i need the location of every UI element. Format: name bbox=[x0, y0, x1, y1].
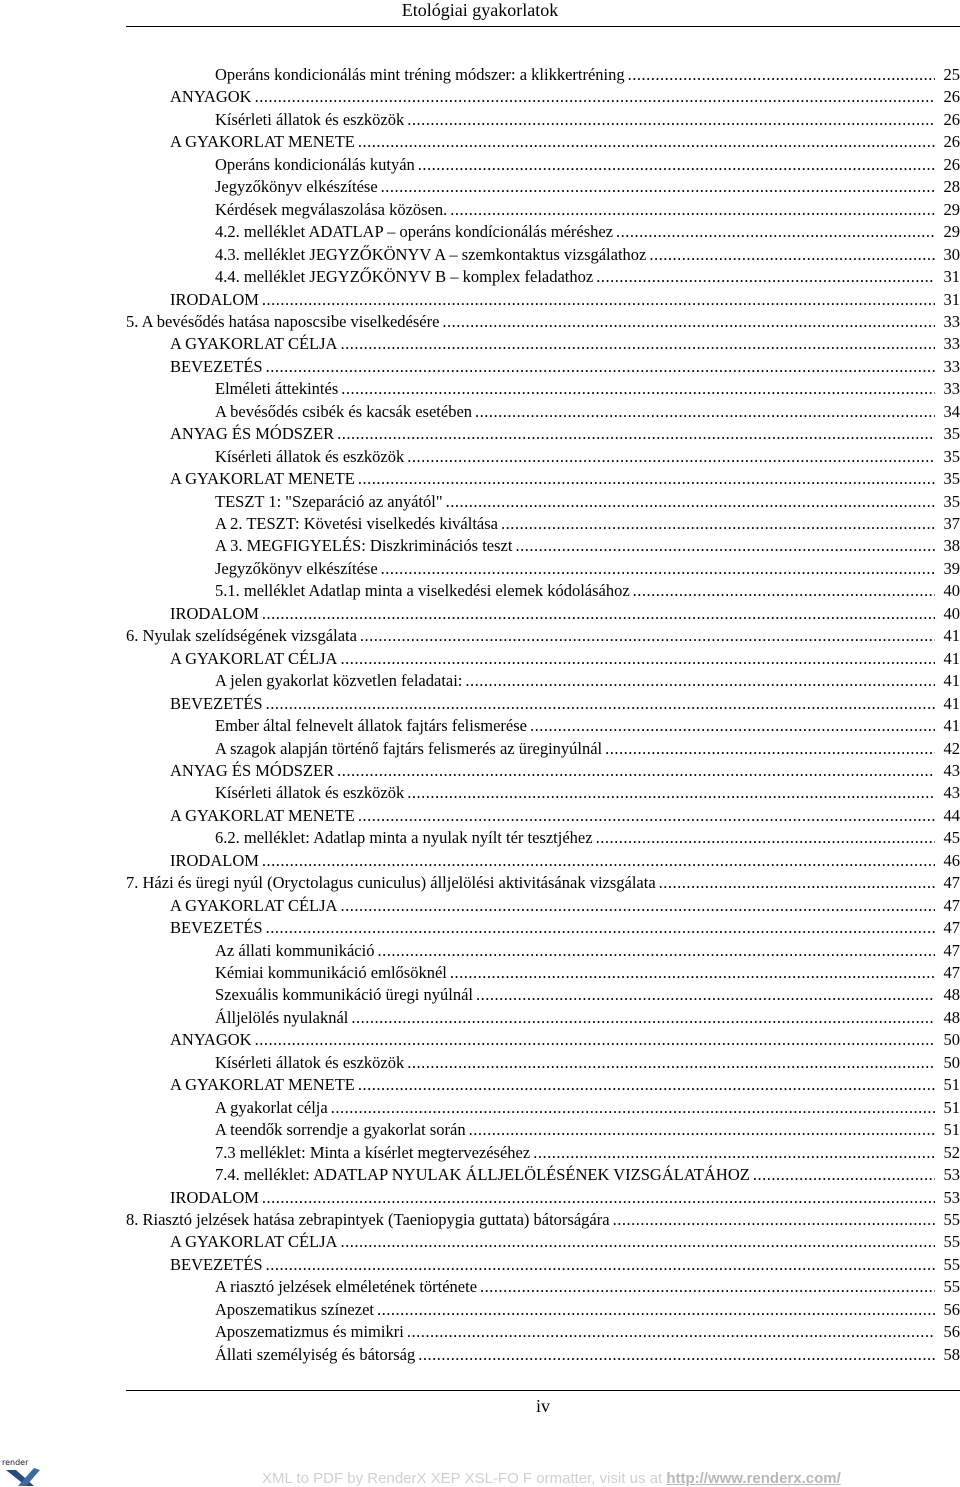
toc-entry-page: 28 bbox=[943, 177, 960, 197]
toc-entry-title: Kémiai kommunikáció emlősöknél bbox=[215, 963, 447, 982]
toc-entry[interactable] bbox=[215, 221, 960, 243]
toc-entry-title: A GYAKORLAT MENETE bbox=[170, 132, 355, 152]
toc-entry-leader bbox=[649, 244, 935, 266]
footer-note-text: XML to PDF by RenderX XEP XSL-FO F ormatter, visit us at bbox=[262, 1470, 667, 1487]
toc-entry-title: IRODALOM bbox=[170, 1187, 259, 1207]
footer-note-link[interactable]: http://www.renderx.com/ bbox=[666, 1470, 841, 1487]
toc-entry[interactable] bbox=[215, 64, 960, 86]
toc-entry[interactable] bbox=[170, 131, 960, 153]
toc-entry-leader bbox=[469, 1119, 935, 1141]
toc-entry[interactable] bbox=[215, 266, 960, 288]
toc-entry[interactable] bbox=[170, 86, 960, 108]
toc-entry-leader bbox=[407, 1052, 935, 1074]
toc-entry-title: 4.2. melléklet ADATLAP – operáns kondícionálás méréshez bbox=[215, 222, 614, 242]
toc-entry[interactable] bbox=[170, 648, 960, 670]
toc-entry[interactable] bbox=[215, 446, 960, 468]
toc-entry[interactable] bbox=[170, 917, 960, 939]
toc-entry-page: 55 bbox=[943, 1209, 960, 1229]
toc-entry-leader bbox=[628, 64, 935, 86]
toc-entry-page: 26 bbox=[943, 132, 960, 152]
toc-entry-leader bbox=[337, 423, 935, 445]
toc-entry-leader bbox=[446, 491, 935, 513]
toc-entry-page: 43 bbox=[943, 783, 960, 803]
toc-entry-leader bbox=[340, 648, 935, 670]
toc-entry-title: Elméleti áttekintés bbox=[215, 379, 339, 399]
toc-entry-leader bbox=[659, 872, 935, 894]
toc-entry-title: Kísérleti állatok és eszközök bbox=[215, 109, 405, 129]
toc-entry[interactable] bbox=[170, 895, 960, 917]
toc-entry-page: 40 bbox=[943, 603, 960, 623]
toc-entry[interactable] bbox=[215, 1321, 960, 1343]
toc-entry-leader bbox=[358, 1074, 935, 1096]
toc-entry-page: 41 bbox=[943, 648, 960, 668]
toc-entry-page: 26 bbox=[943, 154, 960, 174]
toc-entry-leader bbox=[360, 625, 935, 647]
toc-entry-title: Álljelölés nyulaknál bbox=[215, 1007, 349, 1027]
toc-entry-page: 56 bbox=[943, 1299, 960, 1319]
toc-entry-title: Kérdések megválaszolása közösen. bbox=[215, 199, 448, 219]
toc-entry[interactable] bbox=[215, 199, 960, 221]
toc-entry-leader bbox=[475, 401, 935, 423]
toc-entry-page: 39 bbox=[943, 558, 960, 578]
toc-entry-leader bbox=[753, 1164, 935, 1186]
toc-entry-leader bbox=[533, 1142, 935, 1164]
toc-entry-title: 7.4. melléklet: ADATLAP NYULAK ÁLLJELÖLÉSÉNEK VIZSGÁLATÁHOZ bbox=[215, 1165, 750, 1185]
toc-entry[interactable] bbox=[126, 1209, 960, 1231]
toc-entry-title: A 3. MEGFIGYELÉS: Diszkriminációs teszt bbox=[215, 536, 513, 556]
toc-entry-page: 56 bbox=[943, 1322, 960, 1342]
toc-entry[interactable] bbox=[126, 311, 960, 333]
toc-entry-leader bbox=[331, 1097, 935, 1119]
toc-entry-leader bbox=[613, 1209, 935, 1231]
toc-entry-page: 48 bbox=[943, 1007, 960, 1027]
toc-entry-leader bbox=[266, 917, 935, 939]
toc-entry-title: IRODALOM bbox=[170, 289, 259, 309]
toc-entry[interactable] bbox=[170, 289, 960, 311]
toc-entry[interactable] bbox=[215, 715, 960, 737]
toc-entry-leader bbox=[351, 1007, 935, 1029]
toc-entry[interactable] bbox=[215, 491, 960, 513]
toc-entry[interactable] bbox=[215, 378, 960, 400]
toc-entry-page: 44 bbox=[943, 805, 960, 825]
toc-entry-leader bbox=[262, 289, 935, 311]
toc-entry-leader bbox=[450, 962, 935, 984]
toc-entry[interactable] bbox=[215, 1052, 960, 1074]
toc-entry-page: 46 bbox=[943, 850, 960, 870]
toc-entry-title: IRODALOM bbox=[170, 603, 259, 623]
footer-note bbox=[262, 1470, 841, 1487]
toc-entry-page: 53 bbox=[943, 1187, 960, 1207]
toc-entry-page: 31 bbox=[943, 267, 960, 287]
toc-entry[interactable] bbox=[170, 1231, 960, 1253]
toc-entry-title: ANYAGOK bbox=[170, 1030, 252, 1050]
toc-entry-leader bbox=[596, 266, 935, 288]
toc-entry-title: A gyakorlat célja bbox=[215, 1097, 328, 1117]
toc-entry-page: 33 bbox=[943, 311, 960, 331]
toc-entry[interactable] bbox=[215, 580, 960, 602]
toc-entry[interactable] bbox=[215, 109, 960, 131]
toc-entry-page: 40 bbox=[943, 581, 960, 601]
toc-entry-leader bbox=[340, 333, 935, 355]
toc-entry[interactable] bbox=[215, 827, 960, 849]
running-header: Etológiai gyakorlatok bbox=[401, 0, 559, 20]
toc-entry-title: 5. A bevésődés hatása naposcsibe viselkedésére bbox=[126, 311, 440, 331]
toc-entry-page: 26 bbox=[943, 87, 960, 107]
toc-entry[interactable] bbox=[170, 1074, 960, 1096]
toc-entry-page: 26 bbox=[943, 109, 960, 129]
toc-entry-title: 6.2. melléklet: Adatlap minta a nyulak nyílt tér tesztjéhez bbox=[215, 828, 593, 848]
toc-entry[interactable] bbox=[170, 468, 960, 490]
toc-entry-leader bbox=[377, 940, 935, 962]
toc-entry[interactable] bbox=[215, 176, 960, 198]
toc-entry-title: Operáns kondicionálás kutyán bbox=[215, 154, 415, 174]
toc-entry-title: A GYAKORLAT MENETE bbox=[170, 469, 355, 489]
toc-entry-page: 37 bbox=[943, 514, 960, 533]
toc-entry-leader bbox=[501, 513, 935, 535]
toc-entry-leader bbox=[358, 131, 935, 153]
toc-entry-leader bbox=[340, 1231, 935, 1253]
toc-entry-leader bbox=[381, 176, 935, 198]
toc-entry-title: ANYAG ÉS MÓDSZER bbox=[170, 424, 335, 444]
toc-entry-title: 5.1. melléklet Adatlap minta a viselkedési elemek kódolásához bbox=[215, 581, 630, 601]
toc-entry[interactable] bbox=[170, 356, 960, 378]
toc-entry-title: Kísérleti állatok és eszközök bbox=[215, 1052, 405, 1072]
toc-entry[interactable] bbox=[215, 1299, 960, 1321]
toc-entry-page: 31 bbox=[943, 289, 960, 309]
toc-entry-title: A szagok alapján történő fajtárs felismerés az üreginyúlnál bbox=[215, 738, 603, 758]
toc-entry[interactable] bbox=[170, 760, 960, 782]
toc-entry[interactable] bbox=[215, 1344, 960, 1366]
toc-entry[interactable] bbox=[215, 558, 960, 580]
footer-divider bbox=[126, 1390, 960, 1391]
toc-entry-title: A GYAKORLAT CÉLJA bbox=[170, 1232, 338, 1252]
toc-entry-title: A teendők sorrendje a gyakorlat során bbox=[215, 1120, 466, 1140]
toc-entry-leader bbox=[407, 782, 935, 804]
toc-entry-title: Aposzematizmus és mimikri bbox=[215, 1322, 404, 1342]
toc-entry-title: Aposzematikus színezet bbox=[215, 1299, 374, 1319]
toc-entry-leader bbox=[255, 86, 935, 108]
toc-entry-page: 38 bbox=[943, 536, 960, 556]
toc-entry-leader bbox=[255, 1029, 935, 1051]
toc-entry-page: 51 bbox=[943, 1075, 960, 1095]
toc-entry-leader bbox=[341, 378, 935, 400]
toc-entry-page: 29 bbox=[943, 199, 960, 219]
toc-entry-title: 8. Riasztó jelzések hatása zebrapintyek (Taeniopygia guttata) bátorságára bbox=[126, 1209, 610, 1229]
toc-entry-title: Állati személyiség és bátorság bbox=[215, 1344, 416, 1364]
toc-entry-page: 25 bbox=[943, 65, 960, 84]
renderx-logo-text: render bbox=[2, 1458, 29, 1467]
toc-entry[interactable] bbox=[215, 401, 960, 423]
toc-entry-page: 33 bbox=[943, 379, 960, 399]
toc-entry-leader bbox=[407, 109, 935, 131]
toc-entry[interactable] bbox=[215, 535, 960, 557]
toc-entry[interactable] bbox=[170, 693, 960, 715]
toc-entry-page: 51 bbox=[943, 1120, 960, 1140]
toc-entry-page: 33 bbox=[943, 356, 960, 376]
toc-entry-leader bbox=[480, 1276, 935, 1298]
toc-entry-page: 58 bbox=[943, 1344, 960, 1364]
toc-entry-title: Jegyzőkönyv elkészítése bbox=[215, 177, 378, 197]
toc-entry-title: Szexuális kommunikáció üregi nyúlnál bbox=[215, 985, 473, 1005]
toc-entry-title: A GYAKORLAT MENETE bbox=[170, 805, 355, 825]
toc-entry-title: A GYAKORLAT CÉLJA bbox=[170, 648, 338, 668]
toc-entry-title: Kísérleti állatok és eszközök bbox=[215, 446, 405, 466]
toc-entry[interactable] bbox=[215, 244, 960, 266]
toc-entry-leader bbox=[262, 850, 935, 872]
toc-entry-title: IRODALOM bbox=[170, 850, 259, 870]
toc-entry-title: A jelen gyakorlat közvetlen feladatai: bbox=[215, 671, 463, 691]
toc-entry-page: 47 bbox=[943, 873, 960, 893]
toc-entry-page: 43 bbox=[943, 760, 960, 780]
toc-entry-title: A bevésődés csibék és kacsák esetében bbox=[215, 401, 473, 421]
toc-entry[interactable] bbox=[170, 1254, 960, 1276]
toc-entry[interactable] bbox=[215, 1164, 960, 1186]
toc-entry-page: 29 bbox=[943, 222, 960, 242]
toc-entry-page: 55 bbox=[943, 1277, 960, 1297]
toc-entry-title: Jegyzőkönyv elkészítése bbox=[215, 558, 378, 578]
toc-entry-title: A GYAKORLAT MENETE bbox=[170, 1075, 355, 1095]
toc-entry-title: 7. Házi és üregi nyúl (Oryctolagus cuniculus) álljelölési aktivitásának vizsgálata bbox=[126, 873, 656, 893]
toc-entry[interactable] bbox=[215, 1276, 960, 1298]
toc-entry-title: A riasztó jelzések elméletének története bbox=[215, 1277, 478, 1297]
toc-entry-title: 4.4. melléklet JEGYZŐKÖNYV B – komplex feladathoz bbox=[215, 267, 594, 287]
toc-entry[interactable] bbox=[170, 805, 960, 827]
toc-entry[interactable] bbox=[170, 333, 960, 355]
toc-entry-title: BEVEZETÉS bbox=[170, 1254, 263, 1274]
toc-entry-leader bbox=[266, 693, 935, 715]
toc-entry-leader bbox=[358, 468, 935, 490]
toc-entry-page: 48 bbox=[943, 985, 960, 1005]
toc-entry-leader bbox=[262, 603, 935, 625]
toc-entry-page: 41 bbox=[943, 693, 960, 713]
toc-entry-title: ANYAG ÉS MÓDSZER bbox=[170, 760, 335, 780]
toc-entry-title: Operáns kondicionálás mint tréning módszer: a klikkertréning bbox=[215, 65, 625, 84]
toc-entry-leader bbox=[616, 221, 935, 243]
toc-entry-page: 55 bbox=[943, 1254, 960, 1274]
toc-entry-title: A GYAKORLAT CÉLJA bbox=[170, 334, 338, 354]
toc-entry-leader bbox=[476, 984, 935, 1006]
toc-entry[interactable] bbox=[215, 782, 960, 804]
toc-entry-page: 41 bbox=[943, 671, 960, 691]
toc-entry-page: 47 bbox=[943, 940, 960, 960]
toc-entry-leader bbox=[465, 670, 935, 692]
toc-entry[interactable] bbox=[170, 1029, 960, 1051]
toc-entry-leader bbox=[418, 1344, 935, 1366]
toc-entry-leader bbox=[407, 446, 935, 468]
toc-entry[interactable] bbox=[126, 625, 960, 647]
toc-entry-page: 41 bbox=[943, 626, 960, 646]
toc-entry[interactable] bbox=[215, 940, 960, 962]
toc-entry-title: 7.3 melléklet: Minta a kísérlet megtervezéséhez bbox=[215, 1142, 531, 1162]
header-divider bbox=[126, 26, 960, 27]
toc-entry-leader bbox=[262, 1187, 935, 1209]
toc-entry[interactable] bbox=[170, 423, 960, 445]
toc-entry-page: 47 bbox=[943, 918, 960, 938]
toc-entry-leader bbox=[418, 154, 935, 176]
toc-entry-leader bbox=[358, 805, 935, 827]
toc-entry-title: Ember által felnevelt állatok fajtárs felismerése bbox=[215, 716, 527, 736]
toc-entry-page: 51 bbox=[943, 1097, 960, 1117]
toc-entry[interactable] bbox=[215, 1142, 960, 1164]
toc-entry-leader bbox=[605, 738, 935, 760]
toc-entry-leader bbox=[377, 1299, 935, 1321]
toc-entry-leader bbox=[266, 356, 935, 378]
toc-entry-title: ANYAGOK bbox=[170, 87, 252, 107]
toc-entry[interactable] bbox=[215, 513, 960, 535]
toc-entry-page: 52 bbox=[943, 1142, 960, 1162]
toc-entry[interactable] bbox=[215, 962, 960, 984]
toc-entry-page: 50 bbox=[943, 1030, 960, 1050]
toc-entry-leader bbox=[442, 311, 935, 333]
toc-entry-title: TESZT 1: "Szeparáció az anyától" bbox=[215, 491, 443, 511]
toc-entry[interactable] bbox=[215, 154, 960, 176]
toc-entry-leader bbox=[450, 199, 935, 221]
toc-entry-page: 35 bbox=[943, 491, 960, 511]
toc-entry[interactable] bbox=[170, 1187, 960, 1209]
toc-entry[interactable] bbox=[215, 1007, 960, 1029]
toc-entry[interactable] bbox=[215, 738, 960, 760]
toc-entry-page: 42 bbox=[943, 738, 960, 758]
toc-entry-page: 30 bbox=[943, 244, 960, 264]
toc-entry-title: 6. Nyulak szelídségének vizsgálata bbox=[126, 626, 357, 646]
toc-entry[interactable] bbox=[215, 1097, 960, 1119]
toc-entry-title: A 2. TESZT: Követési viselkedés kiváltása bbox=[215, 514, 498, 533]
toc-entry-leader bbox=[407, 1321, 935, 1343]
toc-entry-page: 50 bbox=[943, 1052, 960, 1072]
toc-entry[interactable] bbox=[215, 670, 960, 692]
toc-entry-leader bbox=[633, 580, 935, 602]
toc-entry-page: 47 bbox=[943, 963, 960, 982]
toc-entry[interactable] bbox=[170, 850, 960, 872]
toc-entry-page: 55 bbox=[943, 1232, 960, 1252]
toc-entry-title: Kísérleti állatok és eszközök bbox=[215, 783, 405, 803]
toc-entry-title: Az állati kommunikáció bbox=[215, 940, 375, 960]
toc-entry-page: 41 bbox=[943, 716, 960, 736]
toc-entry-leader bbox=[340, 895, 935, 917]
toc-entry-leader bbox=[596, 827, 935, 849]
page-number: iv bbox=[535, 1396, 550, 1416]
toc-entry-leader bbox=[515, 535, 935, 557]
toc-entry-page: 35 bbox=[943, 469, 960, 489]
toc-entry-title: BEVEZETÉS bbox=[170, 918, 263, 938]
toc-entry-page: 35 bbox=[943, 424, 960, 444]
toc-entry[interactable] bbox=[126, 872, 960, 894]
toc-entry-leader bbox=[266, 1254, 935, 1276]
toc-entry-page: 47 bbox=[943, 895, 960, 915]
toc-entry-title: BEVEZETÉS bbox=[170, 356, 263, 376]
toc-entry[interactable] bbox=[215, 984, 960, 1006]
toc-entry-leader bbox=[381, 558, 935, 580]
toc-entry-title: 4.3. melléklet JEGYZŐKÖNYV A – szemkontaktus vizsgálathoz bbox=[215, 244, 647, 264]
toc-entry[interactable] bbox=[170, 603, 960, 625]
toc-entry-leader bbox=[337, 760, 935, 782]
toc-entry-title: BEVEZETÉS bbox=[170, 693, 263, 713]
toc-entry[interactable] bbox=[215, 1119, 960, 1141]
toc-entry-title: A GYAKORLAT CÉLJA bbox=[170, 895, 338, 915]
toc-entry-page: 33 bbox=[943, 334, 960, 354]
toc-entry-page: 45 bbox=[943, 828, 960, 848]
toc-entry-page: 34 bbox=[943, 401, 960, 421]
toc-entry-leader bbox=[530, 715, 935, 737]
toc-entry-page: 35 bbox=[943, 446, 960, 466]
toc-entry-page: 53 bbox=[943, 1165, 960, 1185]
